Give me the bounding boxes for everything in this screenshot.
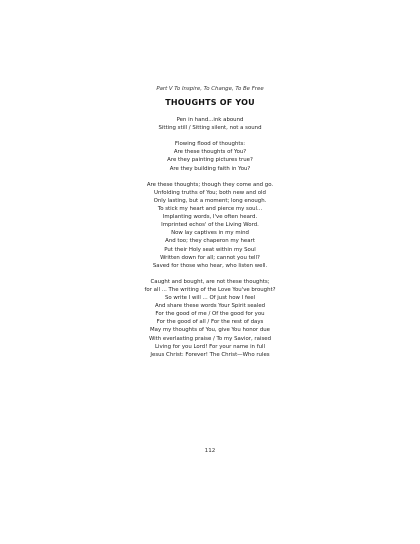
poem-line: Are these thoughts of You? [173, 149, 247, 156]
poem-line: Flowing flood of thoughts: [174, 141, 246, 148]
poem-line: Are these thoughts; though they come and go. [146, 181, 274, 188]
stanza [0, 140, 420, 172]
poem-line: Living for you Lord! For your name in full [154, 343, 266, 350]
poem-line: And too; they chaperon my heart [165, 238, 255, 245]
stanza [0, 181, 420, 270]
poem-line: To stick my heart and pierce my soul... [157, 206, 263, 213]
poem-line: Only lasting, but a moment; long enough. [153, 197, 267, 204]
poem-line: For the good of all / For the rest of days [156, 319, 264, 326]
poem-line: Caught and bought, are not these thoughts; [150, 278, 270, 285]
page-number: 112 [204, 448, 216, 454]
stanza [0, 278, 420, 359]
poem-line: Jesus Christ: Forever! The Christ—Who rules [150, 351, 270, 358]
poem-line: And share these words Your Spirit sealed [154, 303, 266, 310]
poem-body [0, 116, 420, 367]
poem-line: With everlasting praise / To my Savior, raised [148, 335, 272, 342]
poem-line: Now lay captives in my mind [171, 230, 249, 237]
poem-line: For the good of me / Of the good for you [155, 311, 265, 318]
poem-line: Imprinted echos' of the Living Word. [161, 222, 259, 229]
poem-line: Pen in hand...ink abound [176, 117, 244, 123]
poem-line: Saved for those who hear, who listen well. [152, 262, 268, 269]
poem-line: Unfolding truths of You; both new and old [154, 189, 266, 196]
running-header: Part V To Inspire, To Change, To Be Free [156, 86, 264, 92]
poem-line: Sitting still / Sitting silent, not a sound [158, 125, 262, 132]
stanza [0, 116, 420, 132]
poem-line: Implanting words, I've often heard. [162, 214, 258, 221]
poem-line: Written down for all; cannot you tell? [160, 254, 260, 261]
poem-title: THOUGHTS OF YOU [165, 98, 255, 107]
poem-line: Are they painting pictures true? [167, 157, 253, 164]
poem-line: for all ... The writing of the Love You've brought? [144, 286, 276, 293]
poem-line: Are they building faith in You? [169, 165, 251, 172]
poem-line: May my thoughts of You, give You honor due [149, 327, 270, 334]
poem-line: So write I will ... Of just how I feel [164, 295, 256, 302]
poem-line: Put their Holy seat within my Soul [164, 246, 256, 253]
